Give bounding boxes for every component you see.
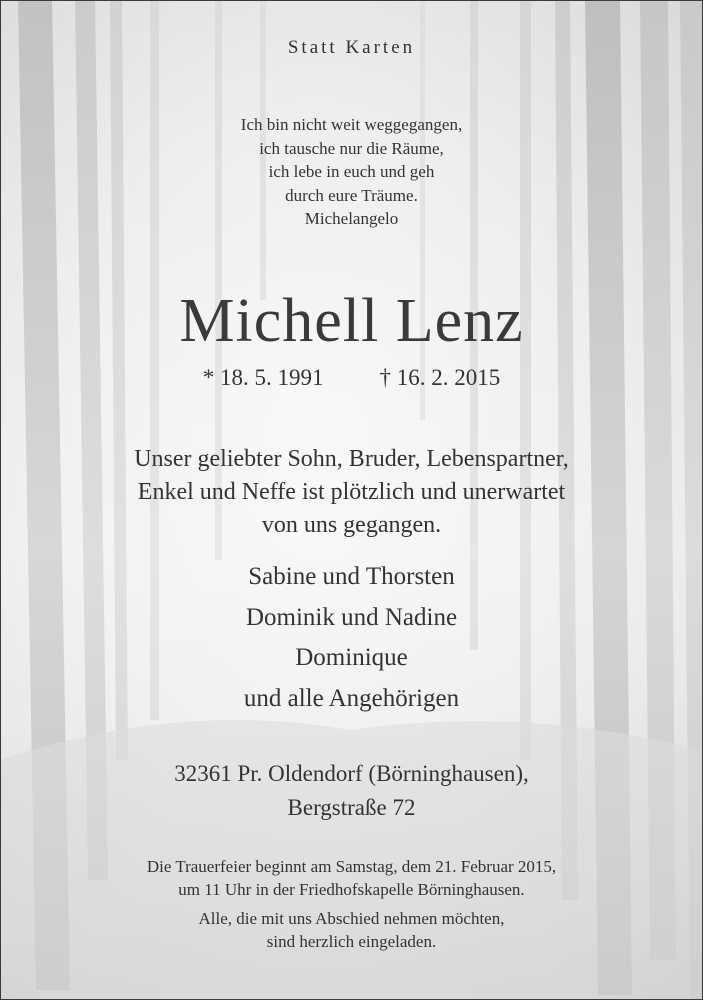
poem-author: Michelangelo — [304, 209, 399, 228]
mourners-list — [0, 557, 703, 719]
mourner-line: Sabine und Thorsten — [248, 563, 455, 590]
mourner-line: Dominik und Nadine — [245, 603, 458, 631]
death-date: † 16. 2. 2015 — [379, 365, 501, 390]
poem-line: durch eure Träume. — [285, 185, 418, 205]
funeral-line-3: Alle, die mit uns Abschied nehmen möchten, — [198, 909, 505, 928]
poem-line: Ich bin nicht weit weggegangen, — [240, 115, 463, 134]
family-address — [0, 757, 703, 825]
poem — [0, 113, 703, 231]
deceased-name: Michell Lenz — [179, 287, 524, 355]
message-line: Enkel und Neffe ist plötzlich und unerwartet — [137, 479, 566, 505]
message-line: Unser geliebter Sohn, Bruder, Lebenspartner, — [134, 446, 569, 472]
message-line: von uns gegangen. — [261, 512, 442, 538]
mourner-line: und alle Angehörigen — [243, 684, 460, 712]
funeral-line-1: Die Trauerfeier beginnt am Samstag, dem 21. Februar 2015, — [146, 857, 557, 876]
funeral-line-4: sind herzlich eingeladen. — [266, 932, 437, 951]
poem-line: ich lebe in euch und geh — [268, 162, 435, 181]
birth-date: * 18. 5. 1991 — [202, 365, 324, 390]
life-dates — [0, 365, 703, 391]
funeral-line-2: um 11 Uhr in der Friedhofskapelle Börninghausen. — [178, 880, 525, 899]
header-statt-karten: Statt Karten — [287, 37, 416, 58]
poem-line: ich tausche nur die Räume, — [259, 138, 444, 158]
funeral-information — [0, 855, 703, 953]
mourner-line: Dominique — [295, 644, 408, 671]
address-line-1: 32361 Pr. Oldendorf (Börninghausen), — [174, 761, 529, 786]
obituary-message — [0, 443, 703, 542]
address-line-2: Bergstraße 72 — [287, 795, 416, 820]
